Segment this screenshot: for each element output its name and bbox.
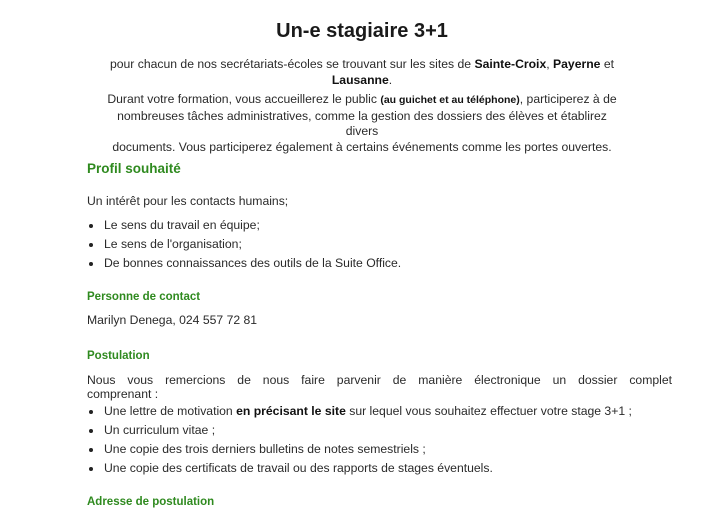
list-item: Une copie des certificats de travail ou des rapports de stages éventuels. [87, 459, 632, 478]
item-emphasis: en précisant le site [236, 404, 346, 418]
page-title: Un-e stagiaire 3+1 [276, 20, 448, 42]
site-sainte-croix: Sainte-Croix [474, 57, 547, 71]
postulation-list [87, 402, 632, 478]
list-item: De bonnes connaissances des outils de la Suite Office. [87, 254, 401, 273]
list-item [87, 402, 632, 421]
site-lausanne: Lausanne [331, 73, 389, 87]
item-text: sur lequel vous souhaitez effectuer votre stage 3+1 ; [345, 404, 632, 418]
intro-paragraph-tasks [100, 92, 624, 155]
profil-lead: Un intérêt pour les contacts humains; [87, 194, 289, 208]
period: . [388, 73, 393, 87]
item-text: Une lettre de motivation [104, 404, 237, 418]
separator: et [600, 57, 615, 71]
intro-parenthesis: (au guichet et au téléphone) [380, 94, 520, 106]
contact-text: Marilyn Denega, 024 557 72 81 [87, 313, 258, 327]
site-payerne: Payerne [553, 57, 601, 71]
intro-tasks-text: , participerez à de [519, 92, 617, 106]
separator: , [546, 57, 554, 71]
list-item: Une copie des trois derniers bulletins de notes semestriels ; [87, 440, 632, 459]
postulation-intro-line1: Nous vous remercions de nous faire parvenir de manière électronique un dossier complet [87, 373, 672, 387]
intro-text: pour chacun de nos secrétariats-écoles se trouvant sur les sites de [109, 57, 475, 71]
intro-paragraph-sites [100, 56, 624, 88]
intro-tasks-text: nombreuses tâches administratives, comme la gestion des dossiers des élèves et établirez divers [117, 108, 607, 138]
list-item: Le sens de l'organisation; [87, 235, 401, 254]
intro-tasks-text: documents. Vous participerez également à certains événements comme les portes ouvertes. [112, 139, 612, 154]
list-item: Un curriculum vitae ; [87, 421, 632, 440]
profil-list [87, 216, 401, 273]
list-item: Le sens du travail en équipe; [87, 216, 401, 235]
intro-tasks-text: Durant votre formation, vous accueillerez le public [107, 92, 381, 106]
heading-adresse: Adresse de postulation [87, 496, 215, 508]
heading-profil: Profil souhaité [87, 161, 181, 176]
postulation-intro-line2: comprenant : [87, 387, 159, 401]
heading-postulation: Postulation [87, 350, 150, 362]
heading-contact: Personne de contact [87, 291, 201, 303]
